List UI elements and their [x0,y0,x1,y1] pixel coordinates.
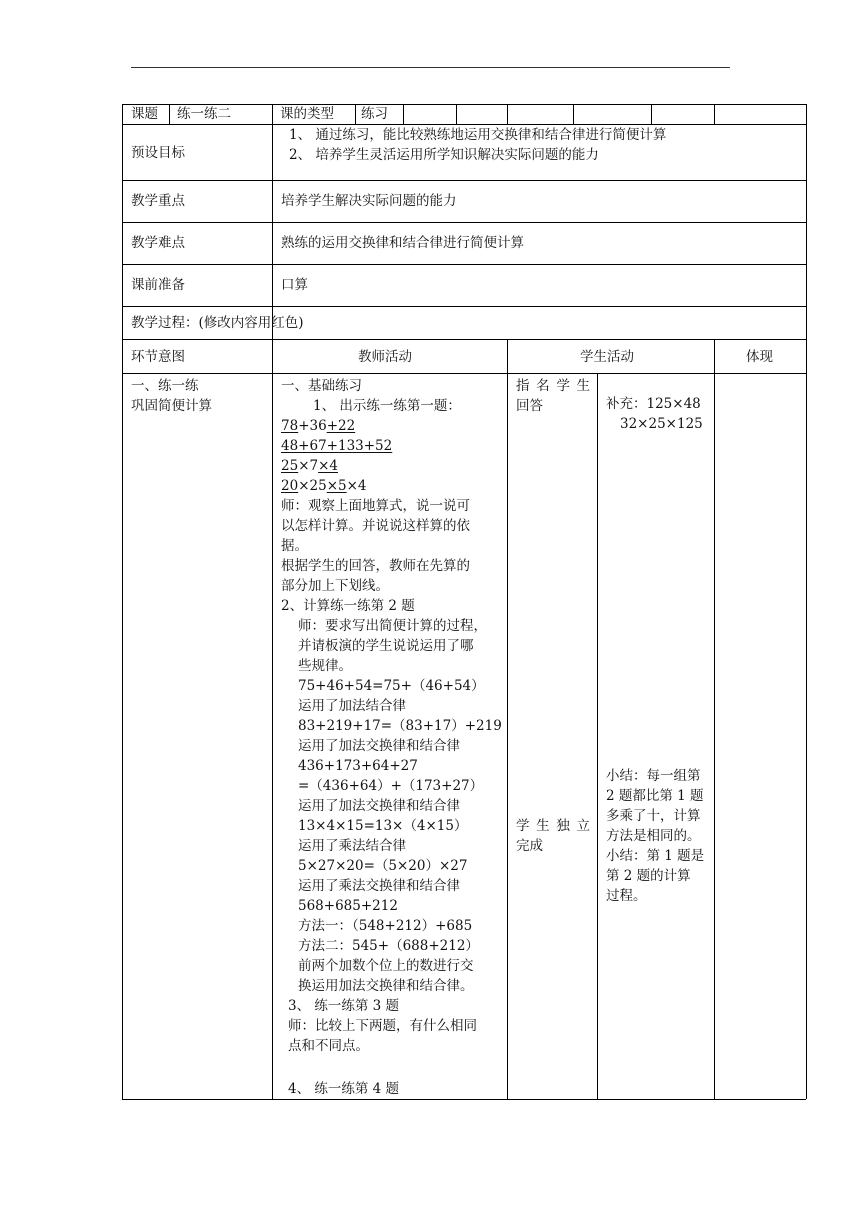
teacher-text: 师：观察上面地算式，说一说可 [281,498,470,514]
expression-1 [281,416,355,436]
table-border [272,104,273,339]
expr-part: 20 [281,478,299,494]
table-border [169,104,170,124]
student-activity: 指 名 学 生 [516,378,590,394]
teacher-text: 些规律。 [298,658,352,674]
teacher-text: 师：要求写出简便计算的过程， [298,618,487,634]
summary: 小结：每一组第 [606,768,701,784]
goal-item: 2、 培养学生灵活运用所学知识解决实际问题的能力 [289,147,599,163]
difficulty-label: 教学难点 [131,235,185,251]
table-border [456,104,457,124]
student-activity: 学 生 独 立 [516,818,590,834]
summary: 方法是相同的。 [606,828,701,844]
teacher-text: 并请板演的学生说说运用了哪 [298,638,474,654]
summary: 2 题都比第 1 题 [606,788,704,804]
teacher-q2-title: 2、计算练一练第 2 题 [281,598,415,614]
teacher-text: 点和不同点。 [288,1038,369,1054]
column-header: 学生活动 [580,349,634,365]
expr-part: 25 [281,458,299,474]
calc-line: 运用了乘法结合律 [298,838,406,854]
expr-part: ×25 [298,478,327,494]
expr-part: ×7 [298,458,319,474]
key-point-value: 培养学生解决实际问题的能力 [281,193,457,209]
table-border [597,373,598,1099]
table-border [403,104,404,124]
column-header: 教师活动 [358,349,412,365]
calc-line: 13×4×15=13×（4×15） [298,818,468,834]
teacher-q4-title: 4、 练一练第 4 题 [288,1081,400,1097]
calc-line: 运用了加法交换律和结合律 [298,738,460,754]
teacher-text: 根据学生的回答，教师在先算的 [281,558,470,574]
topic-label: 课题 [131,106,158,122]
table-border [122,306,806,307]
table-border [714,339,715,1099]
expression-4 [281,476,367,496]
summary: 多乘了十，计算 [606,808,701,824]
expr-part: ×4 [318,458,338,474]
calc-line: 运用了乘法交换律和结合律 [298,878,460,894]
table-border [122,104,123,1099]
expr-part: ×5 [326,478,347,494]
expr-part: +22 [326,418,356,434]
table-border [122,1099,806,1100]
table-border [651,104,652,124]
summary: 第 2 题的计算 [606,868,691,884]
expr-part: 78 [281,418,299,434]
teacher-text: 师：比较上下两题，有什么相同 [288,1018,477,1034]
summary: 过程。 [606,888,647,904]
table-border [122,222,806,223]
calc-line: 换运用加法交换律和结合律。 [298,978,474,994]
expression-3 [281,456,338,476]
teacher-text: 部分加上下划线。 [281,578,389,594]
teacher-q3-title: 3、 练一练第 3 题 [288,998,400,1014]
student-activity: 完成 [516,838,543,854]
teacher-text: 据。 [281,538,308,554]
calc-line: =（436+64）+（173+27） [298,778,484,794]
table-border [272,339,273,1099]
supplement: 补充：125×48 [606,396,701,412]
calc-line: 568+685+212 [298,898,398,914]
key-point-label: 教学重点 [131,193,185,209]
section-subtitle: 巩固简便计算 [131,398,212,414]
expression-2: 48+67+133+52 [281,438,393,454]
preparation-value: 口算 [281,277,308,293]
topic-value: 练一练二 [177,106,231,122]
calc-line: 运用了加法交换律和结合律 [298,798,460,814]
calc-line: 75+46+54=75+（46+54） [298,678,485,694]
column-header: 环节意图 [131,349,185,365]
table-border [806,104,807,1099]
table-border [507,339,508,1099]
calc-line: 前两个加数个位上的数进行交 [298,958,474,974]
table-border [355,104,356,124]
teacher-basic-title: 一、基础练习 [281,378,362,394]
table-border [122,264,806,265]
calc-line: 5×27×20=（5×20）×27 [298,858,468,874]
column-header: 体现 [746,349,773,365]
calc-line: 方法一：（548+212）+685 [298,918,473,934]
table-border [714,104,715,124]
supplement: 32×25×125 [620,416,703,432]
goal-item: 1、 通过练习，能比较熟练地运用交换律和结合律进行简便计算 [289,127,667,143]
table-border [122,373,806,374]
lesson-type-label: 课的类型 [280,106,334,122]
table-border [122,339,806,340]
expr-part: ×4 [346,478,367,494]
table-border [573,104,574,124]
difficulty-value: 熟练的运用交换律和结合律进行简便计算 [281,235,524,251]
calc-line: 方法二：545+（688+212） [298,938,479,954]
calc-line: 83+219+17=（83+17）+219 [298,718,502,734]
calc-line: 运用了加法结合律 [298,698,406,714]
table-border [122,180,806,181]
student-activity: 回答 [516,398,543,414]
table-border [507,104,508,124]
process-label: 教学过程：(修改内容用红色) [131,315,304,331]
calc-line: 436+173+64+27 [298,758,418,774]
expr-part: +36 [298,418,327,434]
teacher-q1-title: 1、 出示练一练第一题： [313,398,461,414]
lesson-type-value: 练习 [361,106,388,122]
goals-label: 预设目标 [131,145,185,161]
summary: 小结：第 1 题是 [606,848,705,864]
section-title: 一、练一练 [131,378,199,394]
teacher-text: 以怎样计算。并说说这样算的依 [281,518,470,534]
preparation-label: 课前准备 [131,277,185,293]
